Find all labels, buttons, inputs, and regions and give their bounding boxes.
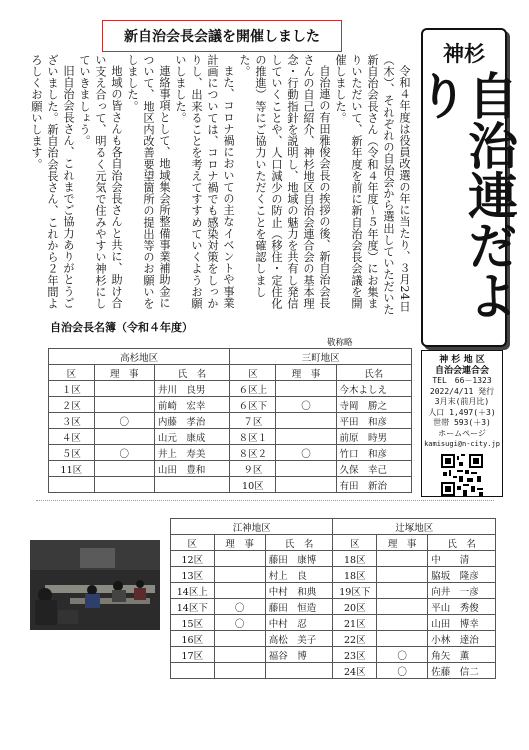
district-cell (49, 477, 95, 493)
director-mark-cell: 〇 (214, 615, 265, 631)
headline: 新自治会長会議を開催しました (102, 20, 342, 52)
name-cell: 村上 良 (265, 567, 333, 583)
district-cell: １区 (49, 381, 95, 397)
area-header: 高杉地区 (49, 349, 230, 365)
director-mark-cell (214, 551, 265, 567)
director-mark-cell (377, 551, 428, 567)
issue-date: 2022/4/11 発行 (429, 386, 495, 396)
name-cell: 藤田 恒造 (265, 599, 333, 615)
org-name-2: 自治会連合会 (434, 365, 489, 376)
director-mark-cell: 〇 (377, 647, 428, 663)
district-cell: ６区下 (230, 397, 276, 413)
honorifics-note: 敬称略 (327, 338, 353, 348)
director-mark-cell (214, 583, 265, 599)
name-cell: 久保 幸己 (336, 461, 411, 477)
roster-title: 自治会長名簿（令和４年度） (50, 321, 193, 334)
director-mark-cell (276, 477, 336, 493)
director-mark-cell (214, 663, 265, 679)
director-mark-cell (377, 599, 428, 615)
director-mark-cell (276, 429, 336, 445)
name-cell: 山元 康成 (154, 429, 229, 445)
director-mark-cell (214, 647, 265, 663)
name-cell: 平田 和彦 (336, 413, 411, 429)
name-cell: 中村 忍 (265, 615, 333, 631)
name-cell: 寺岡 勝之 (336, 397, 411, 413)
director-mark-cell (94, 397, 154, 413)
district-cell: ６区上 (230, 381, 276, 397)
district-cell: ７区 (230, 413, 276, 429)
district-cell: ４区 (49, 429, 95, 445)
col-header: 氏 名 (428, 535, 496, 551)
col-header: 理 事 (377, 535, 428, 551)
name-cell: 井上 寿美 (154, 445, 229, 461)
masthead (410, 28, 518, 347)
name-cell: 角矢 薫 (428, 647, 496, 663)
name-cell: 前崎 宏幸 (154, 397, 229, 413)
director-mark-cell: 〇 (276, 397, 336, 413)
director-mark-cell (94, 477, 154, 493)
masthead-area-name: 神杉 (443, 42, 485, 66)
director-mark-cell: 〇 (94, 413, 154, 429)
district-cell: 14区上 (171, 583, 215, 599)
table-row (171, 631, 496, 647)
director-mark-cell: 〇 (214, 599, 265, 615)
article-body (30, 54, 412, 316)
col-header: 区 (171, 535, 215, 551)
paragraph: 令和４年度は役員改選の年に当たり、３月24日（木）、それぞれの自治会から選出していただいた新自治会長さん（令和４年度～５年度）にお集まりいただいて、新年度を前に新自治会長会議を開催しました。 (334, 54, 411, 316)
col-header: 氏 名 (154, 365, 229, 381)
table-row (49, 413, 412, 429)
district-cell: 23区 (333, 647, 377, 663)
name-cell: 福谷 博 (265, 647, 333, 663)
paragraph: 地域の皆さんも各自治会長さんと共に、助け合い支え合って、明るく元気で住みやすい神杉にしていきましょう。 (78, 54, 123, 310)
name-cell: 前原 時男 (336, 429, 411, 445)
director-mark-cell: 〇 (94, 445, 154, 461)
table-row (49, 429, 412, 445)
name-cell: 高松 美子 (265, 631, 333, 647)
name-cell: 山田 博幸 (428, 615, 496, 631)
col-header: 理 事 (276, 365, 336, 381)
masthead-title: 自治連だより (410, 70, 518, 320)
district-cell: ３区 (49, 413, 95, 429)
name-cell: 中村 和典 (265, 583, 333, 599)
director-mark-cell (276, 381, 336, 397)
district-cell (171, 663, 215, 679)
org-name: 神 杉 地 区 (439, 355, 485, 365)
table-row (49, 461, 412, 477)
table-row (49, 445, 412, 461)
divider (36, 500, 494, 501)
households: 世帯 593(＋3) (433, 418, 491, 427)
district-cell: 11区 (49, 461, 95, 477)
table-row (171, 551, 496, 567)
district-cell: 14区下 (171, 599, 215, 615)
homepage-label: ホームページ (438, 428, 486, 438)
paragraph: 自治連の有田雅俊会長の挨拶の後、新自治会長さんの自己紹介、神杉地区自治会連合会の基本理念・行動指針を説明し、地域の魅力を共有し発信していくことや、人口減少の防止（移住・定住化の推進）等にご協力いただくことを確認しました。 (238, 54, 331, 310)
name-cell: 脇坂 隆彦 (428, 567, 496, 583)
info-box (421, 350, 503, 497)
name-cell: 小林 達治 (428, 631, 496, 647)
district-cell: 20区 (333, 599, 377, 615)
director-mark-cell (94, 381, 154, 397)
col-header: 理 事 (214, 535, 265, 551)
district-cell: 22区 (333, 631, 377, 647)
name-cell: 藤田 康博 (265, 551, 333, 567)
name-cell: 竹口 和彦 (336, 445, 411, 461)
director-mark-cell (377, 583, 428, 599)
director-mark-cell: 〇 (377, 663, 428, 679)
district-cell: 10区 (230, 477, 276, 493)
col-header: 氏 名 (265, 535, 333, 551)
name-cell: 山田 豊和 (154, 461, 229, 477)
district-cell: 12区 (171, 551, 215, 567)
name-cell: 平山 秀俊 (428, 599, 496, 615)
email[interactable]: kamisugi@n-city.jp (424, 440, 500, 448)
director-mark-cell: 〇 (276, 445, 336, 461)
table-row (171, 583, 496, 599)
name-cell: 佐藤 信二 (428, 663, 496, 679)
table-row (49, 477, 412, 493)
table-row (171, 663, 496, 679)
paragraph: 旧自治会長さん、これまでご協力ありがとうございました。新自治会長さん、これから２年間よろしくお願いします。 (30, 54, 75, 310)
name-cell (265, 663, 333, 679)
col-header: 区 (49, 365, 95, 381)
area-header: 辻塚地区 (333, 519, 496, 535)
district-cell: 17区 (171, 647, 215, 663)
population: 人口 1,497(＋3) (428, 407, 496, 417)
name-cell (154, 477, 229, 493)
name-cell: 向井 一彦 (428, 583, 496, 599)
name-cell: 今木よしえ (336, 381, 411, 397)
district-cell: 19区下 (333, 583, 377, 599)
district-cell: 21区 (333, 615, 377, 631)
district-cell: ５区 (49, 445, 95, 461)
district-cell: ９区 (230, 461, 276, 477)
director-mark-cell (377, 615, 428, 631)
col-header: 区 (230, 365, 276, 381)
table-row (49, 397, 412, 413)
director-mark-cell (276, 413, 336, 429)
director-mark-cell (214, 567, 265, 583)
name-cell: 中 清 (428, 551, 496, 567)
phone: TEL 66－1323 (432, 376, 492, 385)
paragraph: また、コロナ禍においての主なイベントや事業計画については、コロナ禍でも感染対策をしっかりし、出来ることを考えてすすめていくようお願いしました。 (174, 54, 235, 310)
name-cell: 井川 良男 (154, 381, 229, 397)
table-row (171, 599, 496, 615)
district-cell: 18区 (333, 567, 377, 583)
name-cell: 有田 新治 (336, 477, 411, 493)
roster-table-2 (170, 518, 496, 679)
name-cell: 内藤 孝治 (154, 413, 229, 429)
qr-code-icon[interactable] (441, 454, 483, 496)
director-mark-cell (94, 429, 154, 445)
director-mark-cell (214, 631, 265, 647)
as-of: 3月末(前月比) (434, 397, 490, 406)
meeting-photo (30, 540, 160, 630)
table-row (171, 615, 496, 631)
director-mark-cell (377, 567, 428, 583)
district-cell: ２区 (49, 397, 95, 413)
col-header: 氏名 (336, 365, 411, 381)
director-mark-cell (94, 461, 154, 477)
col-header: 理 事 (94, 365, 154, 381)
district-cell: 24区 (333, 663, 377, 679)
area-header: 江神地区 (171, 519, 333, 535)
table-row (171, 567, 496, 583)
director-mark-cell (276, 461, 336, 477)
area-header: 三町地区 (230, 349, 412, 365)
col-header: 区 (333, 535, 377, 551)
paragraph: 連絡事項として、地域集会所整備事業補助金について、地区内改善要望箇所の提出等のお願いをしました。 (126, 54, 171, 310)
district-cell: 15区 (171, 615, 215, 631)
director-mark-cell (377, 631, 428, 647)
table-row (49, 381, 412, 397)
district-cell: 18区 (333, 551, 377, 567)
district-cell: 13区 (171, 567, 215, 583)
district-cell: ８区１ (230, 429, 276, 445)
district-cell: 16区 (171, 631, 215, 647)
district-cell: ８区２ (230, 445, 276, 461)
roster-table-1 (48, 348, 412, 493)
table-row (171, 647, 496, 663)
